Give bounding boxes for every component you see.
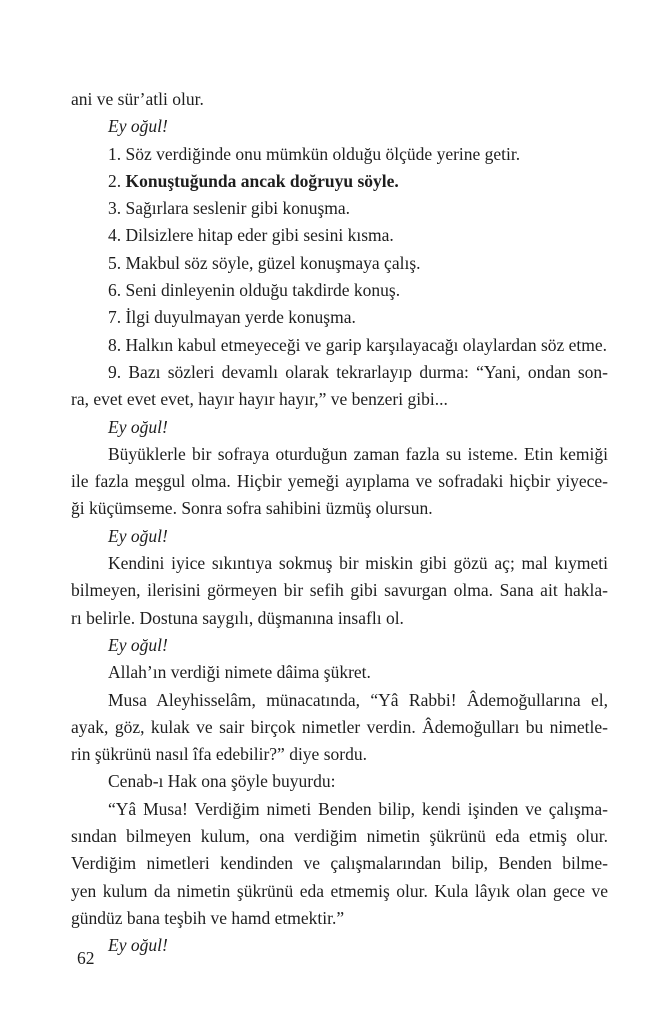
text-line bbox=[71, 113, 608, 140]
text-segment: 3. Sağırlara seslenir gibi konuşma. bbox=[108, 198, 351, 219]
text-segment: ile fazla meşgul olma. Hiçbir yemeği ayıplama ve sofradaki hiçbir yiyece- bbox=[71, 471, 608, 492]
text-line bbox=[71, 714, 608, 741]
text-segment: 1. Söz verdiğinde onu mümkün olduğu ölçüde yerine getir. bbox=[108, 143, 521, 164]
text-segment: 7. İlgi duyulmayan yerde konuşma. bbox=[108, 307, 356, 328]
text-segment: 5. Makbul söz söyle, güzel konuşmaya çalış. bbox=[108, 252, 421, 273]
paragraph-sofra bbox=[71, 441, 608, 523]
text-line bbox=[71, 386, 608, 413]
text-segment: ği küçümseme. Sonra sofra sahibini üzmüş olursun. bbox=[71, 498, 433, 519]
text-segment: 9. Bazı sözleri devamlı olarak tekrarlayıp durma: “Yani, ondan son- bbox=[108, 361, 608, 382]
text-segment: rin şükrünü nasıl îfa edebilir?” diye sordu. bbox=[71, 744, 367, 765]
list-item-1 bbox=[71, 141, 608, 168]
text-line bbox=[71, 250, 608, 277]
text-segment: ayak, göz, kulak ve sair birçok nimetler verdin. Âdemoğulları bu nimetle- bbox=[71, 716, 608, 737]
text-line bbox=[71, 441, 608, 468]
text-line bbox=[71, 86, 608, 113]
text-line bbox=[71, 605, 608, 632]
text-segment: 2. bbox=[108, 170, 126, 191]
paragraph-cenab bbox=[71, 768, 608, 795]
text-line bbox=[71, 905, 608, 932]
text-line bbox=[71, 878, 608, 905]
text-line bbox=[71, 141, 608, 168]
text-segment: ani ve sür’atli olur. bbox=[71, 89, 204, 109]
text-line bbox=[71, 550, 608, 577]
text-segment: Verdiğim nimetleri kendinden ve çalışmalarından bilip, Benden bilme- bbox=[71, 853, 608, 874]
text-segment: 4. Dilsizlere hitap eder gibi sesini kısma. bbox=[108, 225, 394, 246]
text-line bbox=[71, 687, 608, 714]
paragraph-sukret bbox=[71, 659, 608, 686]
text-segment: Ey oğul! bbox=[108, 935, 168, 956]
text-segment: Musa Aleyhisselâm, münacatında, “Yâ Rabbi! Âdemoğullarına el, bbox=[108, 689, 608, 710]
text-line bbox=[71, 414, 608, 441]
text-segment: “Yâ Musa! Verdiğim nimeti Benden bilip, kendi işinden ve çalışma- bbox=[108, 798, 608, 819]
salutation bbox=[71, 113, 608, 140]
list-item-4 bbox=[71, 222, 608, 249]
text-segment: 6. Seni dinleyenin olduğu takdirde konuş. bbox=[108, 280, 401, 301]
text-segment: 8. Halkın kabul etmeyeceği ve garip karşılayacağı olaylardan söz etme. bbox=[108, 334, 608, 355]
paragraph-musa bbox=[71, 687, 608, 769]
text-segment: sından bilmeyen kulum, ona verdiğim nimetin şükrünü eda etmiş olur. bbox=[71, 826, 608, 847]
list-item-5 bbox=[71, 250, 608, 277]
text-line bbox=[71, 768, 608, 795]
text-line bbox=[71, 468, 608, 495]
text-line bbox=[71, 277, 608, 304]
list-item-8 bbox=[71, 332, 608, 359]
text-line bbox=[71, 823, 608, 850]
text-segment: gündüz bana teşbih ve hamd etmektir.” bbox=[71, 907, 345, 928]
text-segment: bilmeyen, ilerisini görmeyen bir sefih gibi savurgan olma. Sana ait hakla- bbox=[71, 580, 608, 601]
text-line bbox=[71, 222, 608, 249]
text-line bbox=[71, 195, 608, 222]
text-segment: Ey oğul! bbox=[108, 634, 168, 655]
list-item-3 bbox=[71, 195, 608, 222]
list-item-9 bbox=[71, 359, 608, 414]
list-item-6 bbox=[71, 277, 608, 304]
text-segment: Büyüklerle bir sofraya oturduğun zaman fazla su isteme. Etin kemiği bbox=[108, 443, 608, 464]
text-line bbox=[71, 359, 608, 386]
text-segment: rı belirle. Dostuna saygılı, düşmanına insaflı ol. bbox=[71, 607, 404, 628]
text-line bbox=[71, 168, 608, 195]
list-item-2 bbox=[71, 168, 608, 195]
text-segment: yen kulum da nimetin şükrünü eda etmemiş olur. Kula lâyık olan gece ve bbox=[71, 880, 608, 901]
text-column bbox=[71, 86, 608, 960]
paragraph-miskin bbox=[71, 550, 608, 632]
text-segment: Ey oğul! bbox=[108, 416, 168, 437]
text-line bbox=[71, 523, 608, 550]
text-line bbox=[71, 632, 608, 659]
text-segment: Kendini iyice sıkıntıya sokmuş bir miskin gibi gözü aç; mal kıymeti bbox=[108, 553, 608, 574]
page-number: 62 bbox=[77, 948, 95, 968]
text-line bbox=[71, 850, 608, 877]
text-segment: Ey oğul! bbox=[108, 116, 168, 137]
text-segment: Ey oğul! bbox=[108, 525, 168, 546]
text-segment: Allah’ın verdiği nimete dâima şükret. bbox=[108, 662, 371, 683]
text-line bbox=[71, 741, 608, 768]
text-line bbox=[71, 304, 608, 331]
text-line bbox=[71, 577, 608, 604]
text-line bbox=[71, 495, 608, 522]
text-line bbox=[71, 332, 608, 359]
text-segment: ra, evet evet evet, hayır hayır hayır,” ve benzeri gibi... bbox=[71, 389, 448, 410]
list-item-7 bbox=[71, 304, 608, 331]
paragraph-ya-musa bbox=[71, 796, 608, 932]
text-segment: Cenab-ı Hak ona şöyle buyurdu: bbox=[108, 771, 336, 792]
continuation-paragraph bbox=[71, 86, 608, 113]
text-line bbox=[71, 932, 608, 959]
salutation bbox=[71, 414, 608, 441]
text-line bbox=[71, 659, 608, 686]
salutation bbox=[71, 932, 608, 959]
salutation bbox=[71, 523, 608, 550]
salutation bbox=[71, 632, 608, 659]
text-line bbox=[71, 796, 608, 823]
text-segment: Konuştuğunda ancak doğruyu söyle. bbox=[125, 170, 399, 191]
